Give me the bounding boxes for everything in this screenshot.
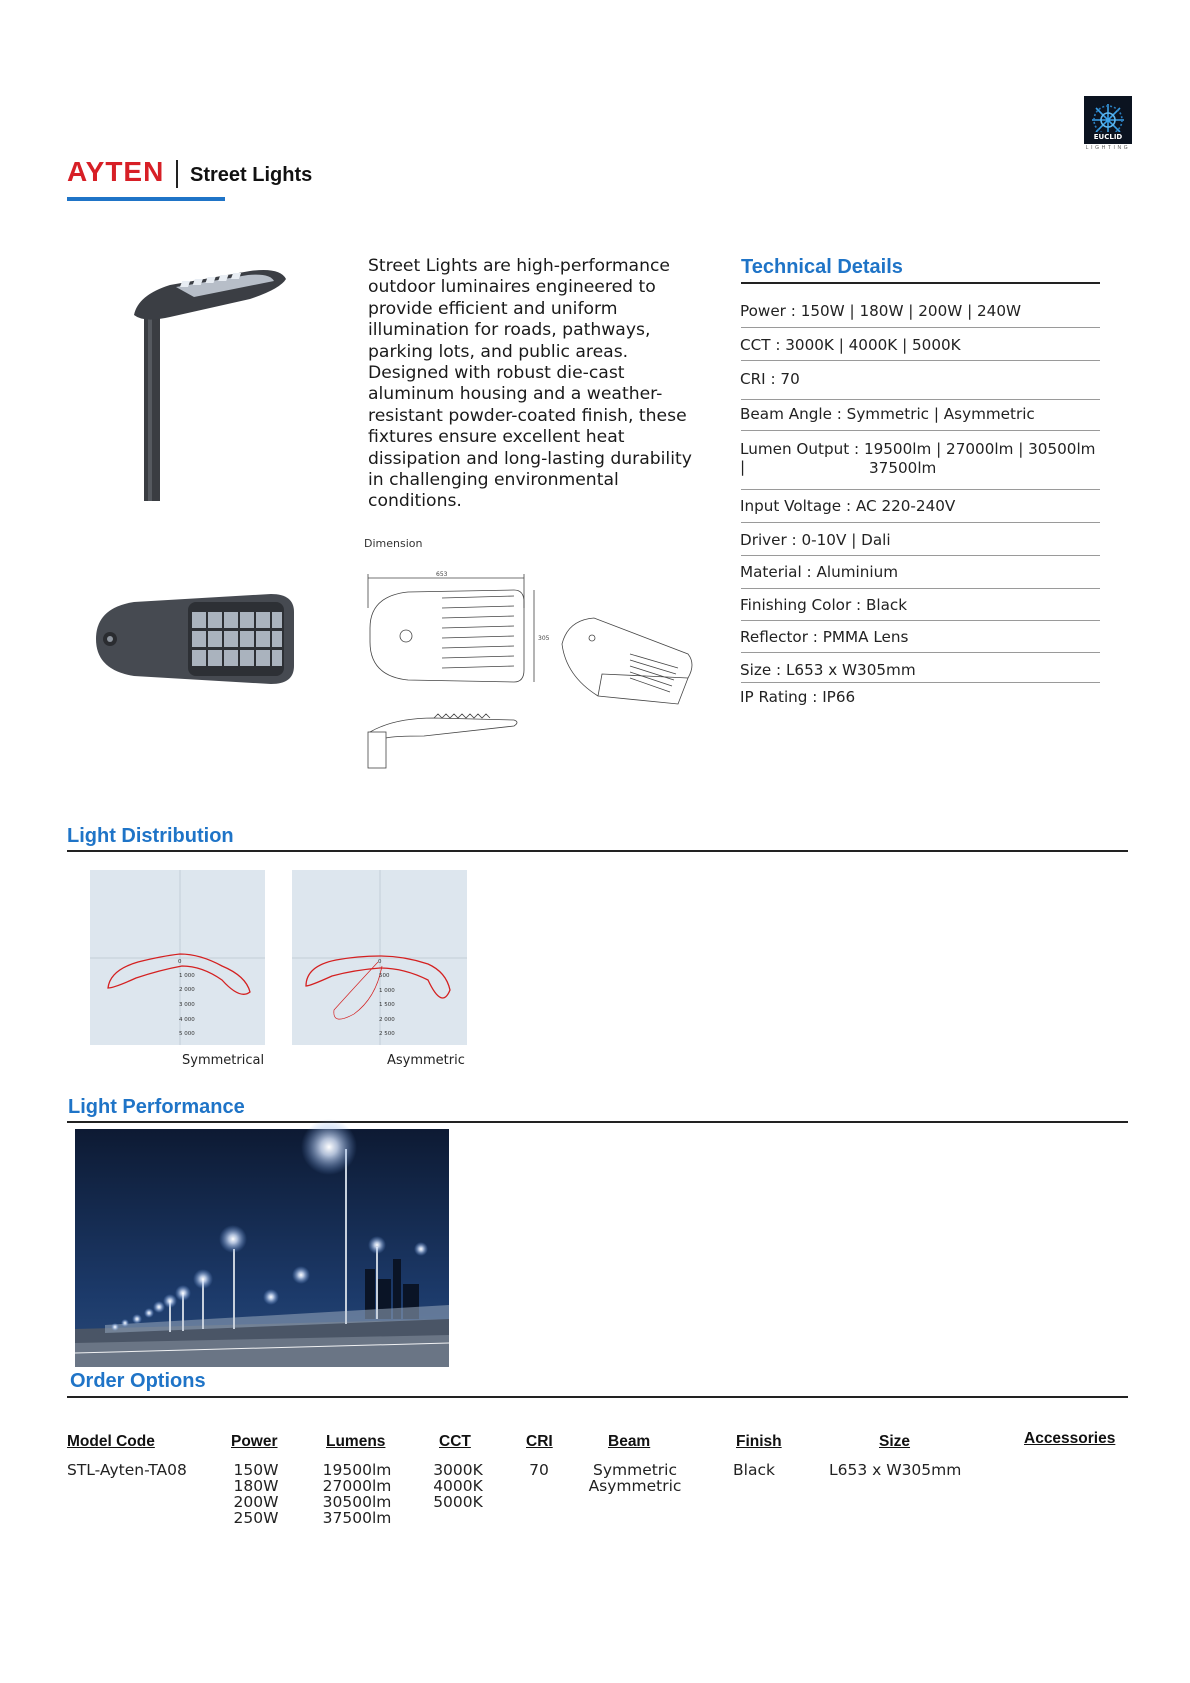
technical-details-underline [741, 282, 1100, 284]
polar-tick: 2 500 [379, 1031, 395, 1037]
spec-finishing-color: Finishing Color : Black [740, 596, 908, 614]
polar-tick: 1 000 [179, 973, 195, 979]
spec-power: Power : 150W | 180W | 200W | 240W [740, 302, 1022, 320]
spec-material: Material : Aluminium [740, 563, 898, 581]
light-distribution-title: Light Distribution [67, 825, 234, 847]
dimension-label: Dimension [364, 537, 423, 550]
power-option: 200W [233, 1493, 279, 1511]
euclid-logo-icon [1084, 96, 1132, 144]
polar-tick: 1 000 [379, 988, 395, 994]
beam-option: Symmetric [592, 1461, 678, 1479]
polar-diagram-asymmetric [292, 870, 467, 1045]
product-name: AYTEN [67, 156, 165, 187]
title-separator [176, 160, 178, 188]
polar-tick: 5 000 [179, 1031, 195, 1037]
dimension-drawing-side [364, 712, 524, 772]
cell-power [226, 1462, 286, 1526]
spec-divider [741, 489, 1100, 490]
header-accessories: Accessories [1024, 1430, 1116, 1447]
polar-tick: 1 500 [379, 1002, 395, 1008]
spec-divider [741, 682, 1100, 683]
product-category: Street Lights [190, 164, 313, 186]
header-beam: Beam [608, 1433, 651, 1450]
asymmetric-caption: Asymmetric [387, 1053, 465, 1068]
symmetrical-caption: Symmetrical [182, 1053, 265, 1068]
power-option: 250W [233, 1509, 279, 1527]
header-model-code: Model Code [67, 1433, 155, 1450]
dimension-length: 653 [436, 571, 448, 578]
spec-lumen-output-cont: 37500lm [869, 459, 937, 477]
title-underline [67, 197, 225, 201]
logo-wordmark: EUCLID [1093, 133, 1123, 141]
lumen-option: 30500lm [322, 1493, 392, 1511]
cct-option: 5000K [433, 1493, 483, 1511]
header-lumens: Lumens [326, 1433, 386, 1450]
street-night-photo [75, 1129, 449, 1367]
spec-divider [741, 327, 1100, 328]
polar-tick: 500 [379, 973, 390, 979]
polar-tick: 2 000 [179, 987, 195, 993]
polar-tick: 2 000 [379, 1017, 395, 1023]
dimension-width: 305 [538, 635, 550, 642]
spec-divider [741, 522, 1100, 523]
spec-divider [741, 652, 1100, 653]
technical-details-title: Technical Details [741, 256, 903, 278]
spec-reflector: Reflector : PMMA Lens [740, 628, 909, 646]
power-option: 150W [233, 1461, 279, 1479]
spec-driver: Driver : 0-10V | Dali [740, 531, 891, 549]
cell-model-code: STL-Ayten-TA08 [67, 1461, 187, 1479]
polar-tick: 4 000 [179, 1017, 195, 1023]
dimension-drawing-top [364, 568, 550, 688]
cell-lumens [322, 1462, 392, 1526]
polar-tick: 3 000 [179, 1002, 195, 1008]
product-photo-side [130, 265, 290, 501]
spec-divider [741, 399, 1100, 400]
spec-divider [741, 620, 1100, 621]
polar-tick: 0 [378, 959, 382, 965]
spec-divider [741, 555, 1100, 556]
header-finish: Finish [736, 1433, 782, 1450]
spec-size: Size : L653 x W305mm [740, 661, 916, 679]
spec-divider [741, 360, 1100, 361]
dimension-drawing-iso [558, 614, 696, 708]
header-power: Power [231, 1433, 278, 1450]
cell-cct [428, 1462, 488, 1510]
power-option: 180W [233, 1477, 279, 1495]
order-options-underline [67, 1396, 1128, 1398]
spec-divider [741, 588, 1100, 589]
beam-option: Asymmetric [588, 1477, 682, 1495]
cell-finish: Black [733, 1461, 775, 1479]
spec-beam-angle: Beam Angle : Symmetric | Asymmetric [740, 405, 1035, 423]
light-distribution-underline [67, 850, 1128, 852]
cell-beam [580, 1462, 690, 1494]
product-photo-bottom [96, 592, 296, 686]
lumen-option: 37500lm [322, 1509, 392, 1527]
spec-cri: CRI : 70 [740, 370, 800, 388]
spec-divider [741, 430, 1100, 431]
polar-diagram-symmetrical [90, 870, 265, 1045]
lumen-option: 19500lm [322, 1461, 392, 1479]
header-size: Size [879, 1433, 911, 1450]
lumen-option: 27000lm [322, 1477, 392, 1495]
cct-option: 3000K [433, 1461, 483, 1479]
light-performance-underline [67, 1121, 1128, 1123]
polar-tick: 0 [178, 959, 182, 965]
product-description: Street Lights are high-performance outdoor luminaires engineered to provide efficient and uniform illumination for roads, pathways, parking lots, and public areas. Designed with robust die-cast aluminum housing and a weather-resistant powder-coated finish, these fixtures ensure excellent heat dissipation and long-lasting durability in challenging environmental conditions. [368, 256, 692, 512]
cell-cri: 70 [529, 1461, 549, 1479]
logo-subtext: LIGHTING [1085, 145, 1131, 151]
cell-size: L653 x W305mm [829, 1461, 962, 1479]
spec-lumen-output: Lumen Output : 19500lm | 27000lm | 30500lm | [740, 440, 1096, 476]
header-cri: CRI [526, 1433, 553, 1450]
spec-input-voltage: Input Voltage : AC 220-240V [740, 497, 956, 515]
spec-cct: CCT : 3000K | 4000K | 5000K [740, 336, 961, 354]
cct-option: 4000K [433, 1477, 483, 1495]
light-performance-title: Light Performance [68, 1096, 245, 1118]
order-options-title: Order Options [70, 1370, 206, 1392]
header-cct: CCT [439, 1433, 471, 1450]
spec-ip-rating: IP Rating : IP66 [740, 688, 856, 706]
